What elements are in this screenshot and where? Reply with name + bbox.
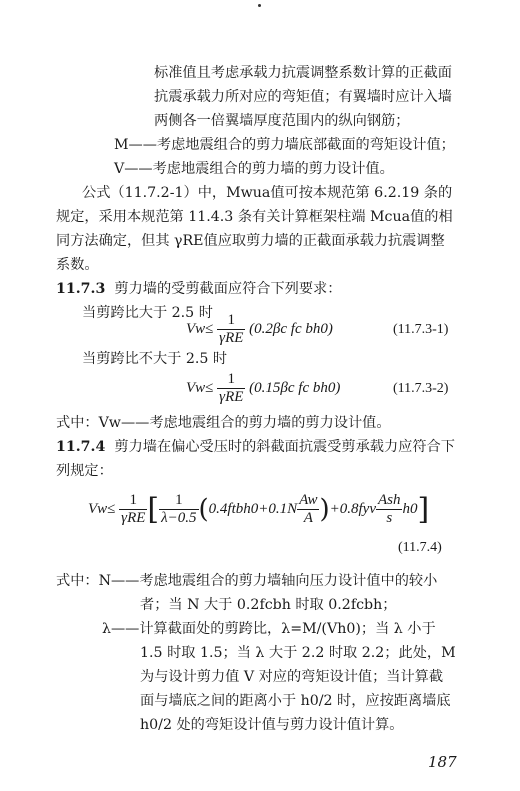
frac-den: λ−0.5 <box>161 510 197 526</box>
equation-number: (11.7.4) <box>398 540 442 555</box>
eq-term: +0.8fyv <box>329 500 376 517</box>
eq-lhs: Vw≤ <box>186 379 214 396</box>
section-number: 11.7.3 <box>56 281 106 297</box>
page-number: 187 <box>428 753 457 771</box>
frac-num: 1 <box>217 312 245 330</box>
where-clause: h0/2 处的弯矩设计值与剪力设计值计算。 <box>140 717 404 733</box>
frac-den: γRE <box>219 330 244 346</box>
text-line: 列规定： <box>56 463 113 479</box>
where-clause: 面与墙底之间的距离小于 h0/2 时，应按距离墙底 <box>140 693 451 709</box>
text-line: 抗震承载力所对应的弯矩值；有翼墙时应计入墙 <box>154 89 452 105</box>
paren-open: ( <box>198 494 209 525</box>
section-heading <box>56 437 455 457</box>
frac-num: 1 <box>159 492 198 510</box>
eq-lhs: Vw≤ <box>88 500 116 517</box>
paragraph-line: 系数。 <box>56 257 99 273</box>
frac-den: γRE <box>121 510 146 526</box>
bracket-close: ] <box>417 492 430 527</box>
text-line: 两侧各一倍翼墙厚度范围内的纵向钢筋； <box>154 113 410 129</box>
where-clause: 式中：Vw——考虑地震组合的剪力墙的剪力设计值。 <box>56 415 391 431</box>
text-line: V——考虑地震组合的剪力墙的剪力设计值。 <box>114 161 394 177</box>
frac-num: Ash <box>377 492 401 508</box>
fraction <box>217 371 245 406</box>
equation-number: (11.7.3-2) <box>393 381 449 396</box>
frac-num: 1 <box>119 492 147 510</box>
where-clause: 1.5 时取 1.5；当 λ 大于 2.2 时取 2.2；此处，M <box>140 645 456 661</box>
equation-11-7-3-1 <box>186 312 333 347</box>
section-number: 11.7.4 <box>56 439 106 455</box>
where-clause: λ——计算截面处的剪跨比，λ=M/(Vh0)；当 λ 小于 <box>102 621 436 637</box>
condition-text: 当剪跨比大于 2.5 时 <box>82 305 213 321</box>
fraction <box>119 492 147 527</box>
section-heading <box>56 279 341 299</box>
frac-num: Aw <box>299 492 318 508</box>
where-clause: 式中：N——考虑地震组合的剪力墙轴向压力设计值中的较小 <box>56 573 438 589</box>
paragraph-line: 规定，采用本规范第 11.4.3 条有关计算框架柱端 Mcua值的相 <box>56 209 453 225</box>
paren-close: ) <box>319 494 330 525</box>
frac-num: 1 <box>217 371 245 389</box>
frac-den: s <box>386 510 393 526</box>
text-line: 标准值且考虑承载力抗震调整系数计算的正截面 <box>154 65 452 81</box>
eq-term: 0.4ftbh0+0.1N <box>208 500 298 517</box>
eq-term: h0 <box>402 500 418 517</box>
eq-rhs: (0.15βc fc bh0) <box>249 379 341 396</box>
where-clause: 者；当 N 大于 0.2fcbh 时取 0.2fcbh； <box>140 597 397 613</box>
eq-rhs: (0.2βc fc bh0) <box>249 320 333 337</box>
paragraph-line: 公式（11.7.2-1）中，Mwua值可按本规范第 6.2.19 条的 <box>82 185 453 201</box>
equation-11-7-3-2 <box>186 371 340 406</box>
frac-den: A <box>303 510 313 526</box>
section-title: 剪力墙的受剪截面应符合下列要求： <box>114 281 342 297</box>
fraction <box>217 312 245 347</box>
condition-text: 当剪跨比不大于 2.5 时 <box>82 351 228 367</box>
frac-den: γRE <box>219 389 244 405</box>
scan-mark <box>258 4 261 7</box>
bracket-open: [ <box>147 492 160 527</box>
section-title: 剪力墙在偏心受压时的斜截面抗震受剪承载力应符合下 <box>114 439 455 455</box>
where-clause: 为与设计剪力值 V 对应的弯矩设计值；当计算截 <box>140 669 444 685</box>
text-line: M——考虑地震组合的剪力墙底部截面的弯矩设计值； <box>114 137 455 153</box>
paragraph-line: 同方法确定，但其 γRE值应取剪力墙的正截面承载力抗震调整 <box>56 233 445 249</box>
fraction <box>376 492 403 527</box>
fraction <box>159 492 198 527</box>
fraction <box>297 492 319 527</box>
equation-number: (11.7.3-1) <box>393 322 449 337</box>
equation-11-7-4 <box>88 492 429 527</box>
eq-lhs: Vw≤ <box>186 320 214 337</box>
